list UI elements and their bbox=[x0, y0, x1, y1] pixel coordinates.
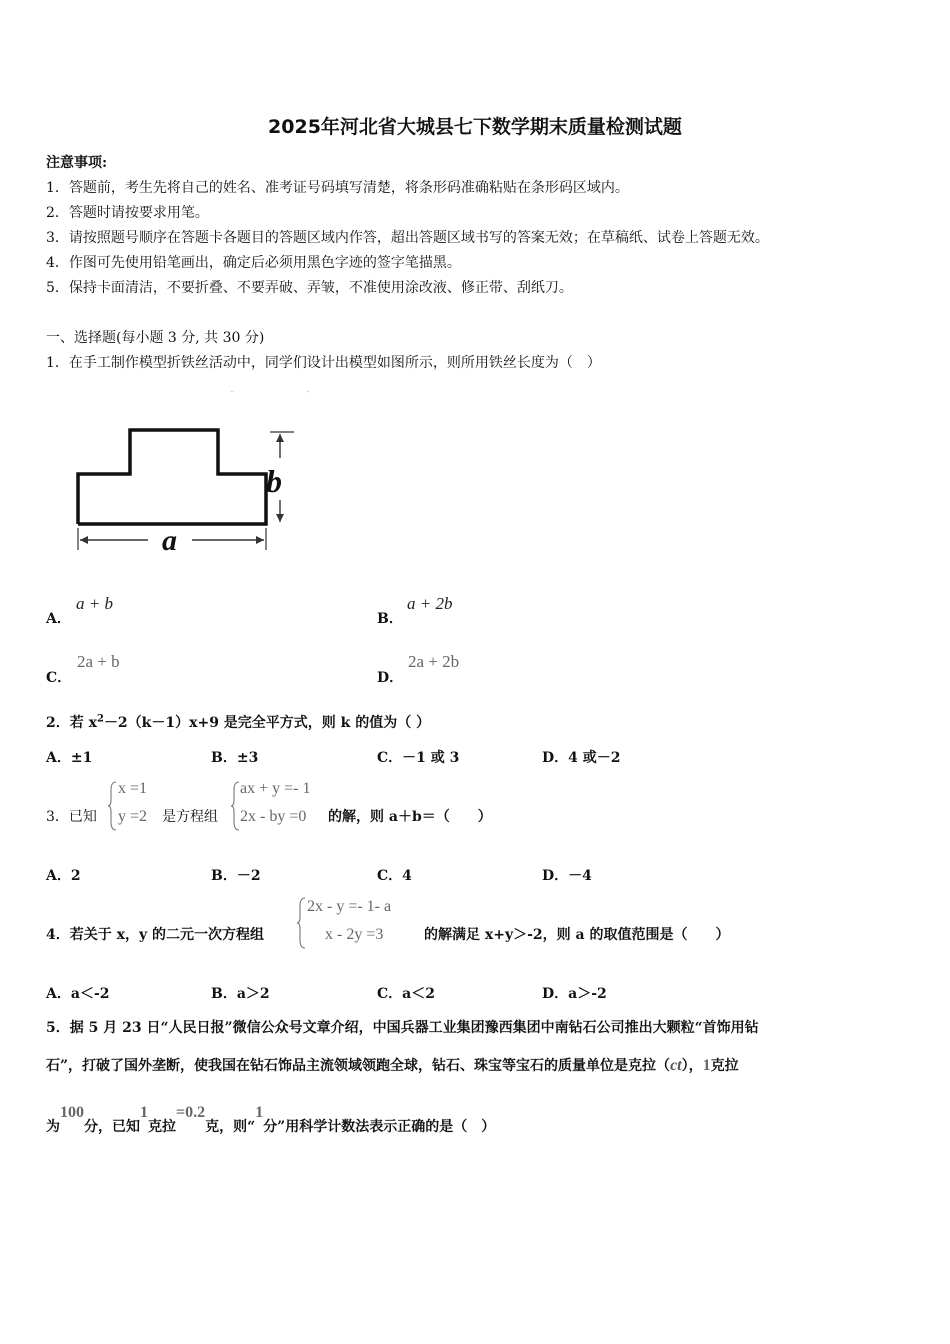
q5-line-3-100: 100 bbox=[60, 1104, 84, 1121]
notice-item-3: 3．请按照题号顺序在答题卡各题目的答题区域内作答，超出答题区域书写的答案无效；在草稿纸、试卷上答题无效。 bbox=[46, 230, 769, 246]
section-heading: 一、选择题(每小题 3 分, 共 30 分) bbox=[46, 330, 265, 346]
q3-solution-brace bbox=[108, 780, 118, 832]
q3-mid: 是方程组 bbox=[162, 809, 218, 825]
q2-stem-prefix: 2．若 x bbox=[46, 715, 97, 731]
q1-stem: 1．在手工制作模型折铁丝活动中，同学们设计出模型如图所示，则所用铁丝长度为（ ） bbox=[46, 355, 601, 371]
q5-line-2-b: ）， bbox=[681, 1058, 703, 1074]
q3-option-b: B．－2 bbox=[211, 868, 261, 884]
q4-system-line-2: x - 2y =3 bbox=[325, 926, 384, 943]
notice-item-2: 2．答题时请按要求用笔。 bbox=[46, 205, 209, 221]
q5-line-2 bbox=[46, 1055, 739, 1075]
q1-option-c-letter: C． bbox=[46, 670, 72, 686]
q2-stem bbox=[46, 712, 430, 732]
q2-option-d: D．4 或－2 bbox=[542, 750, 621, 766]
notice-item-4: 4．作图可先使用铅笔画出，确定后必须用黑色字迹的签字笔描黑。 bbox=[46, 255, 461, 271]
q1-figure bbox=[68, 388, 318, 558]
q3-option-d: D．－4 bbox=[542, 868, 592, 884]
q4-system-brace bbox=[297, 896, 307, 950]
q1-option-c-text: 2a + b bbox=[77, 652, 120, 671]
q1-label-b: b bbox=[266, 463, 282, 499]
q2-option-b: B．±3 bbox=[211, 750, 259, 766]
q4-tail: 的解满足 x+y＞-2，则 a 的取值范围是（ ） bbox=[424, 927, 730, 943]
q1-dim-a-arrow-left bbox=[80, 536, 88, 544]
q1-option-b-text: a + 2b bbox=[407, 594, 453, 613]
q1-option-b-letter: B． bbox=[377, 611, 403, 627]
q5-line-3-d: 克，则“ bbox=[205, 1119, 256, 1135]
q5-line-2-one: 1 bbox=[702, 1057, 711, 1074]
notice-item-5: 5．保持卡面清洁，不要折叠、不要弄破、弄皱，不准使用涂改液、修正带、刮纸刀。 bbox=[46, 280, 573, 296]
q1-figure-mark-2: ˉ bbox=[306, 391, 310, 400]
q1-option-a-text: a + b bbox=[76, 594, 113, 613]
q4-option-a: A．a＜-2 bbox=[46, 986, 110, 1002]
q4-option-d: D．a＞-2 bbox=[542, 986, 607, 1002]
q1-option-d-text: 2a + 2b bbox=[408, 652, 460, 671]
q4-num: 4．若关于 x，y 的二元一次方程组 bbox=[46, 927, 264, 943]
q4-system-line-1: 2x - y =- 1- a bbox=[307, 898, 392, 915]
q5-line-3-c: 克拉 bbox=[148, 1119, 176, 1135]
q3-option-a: A．2 bbox=[46, 868, 81, 884]
q3-solution-line-2: y =2 bbox=[118, 808, 148, 825]
q3-num: 3．已知 bbox=[46, 809, 97, 825]
notice-item-1: 1．答题前，考生先将自己的姓名、准考证号码填写清楚，将条形码准确粘贴在条形码区域内。 bbox=[46, 180, 629, 196]
q5-line-3-b: 分，已知 bbox=[84, 1119, 140, 1135]
q5-line-2-c: 克拉 bbox=[710, 1058, 739, 1074]
q1-dim-b-arrow-top bbox=[276, 434, 284, 442]
q2-stem-suffix: －2（k－1）x+9 是完全平方式，则 k 的值为（ ） bbox=[103, 715, 431, 731]
q3-system-line-2: 2x - by =0 bbox=[240, 808, 307, 825]
q2-option-c: C．－1 或 3 bbox=[377, 750, 460, 766]
q3-solution-line-1: x =1 bbox=[118, 780, 148, 797]
q1-label-a: a bbox=[162, 524, 177, 557]
q1-option-d-letter: D． bbox=[377, 670, 404, 686]
q1-figure-mark: ˉ bbox=[230, 391, 234, 400]
q5-line-1: 5．据 5 月 23 日“人民日报”微信公众号文章介绍，中国兵器工业集团豫西集团中南钻石公司推出大颗粒“首饰用钻 bbox=[46, 1020, 759, 1036]
q5-ct-unit: ct bbox=[670, 1057, 682, 1074]
q2-option-a: A．±1 bbox=[46, 750, 93, 766]
q1-wire-shape bbox=[78, 430, 266, 524]
q2-stem-sup: 2 bbox=[96, 713, 104, 725]
q5-line-2-a: 石”，打破了国外垄断，使我国在钻石饰品主流领域领跑全球，钻石、珠宝等宝石的质量单位是克拉（ bbox=[46, 1058, 671, 1074]
q1-dim-b-arrow-bottom bbox=[276, 514, 284, 522]
q5-line-3-a: 为 bbox=[46, 1119, 60, 1135]
q4-option-b: B．a＞2 bbox=[211, 986, 270, 1002]
q5-line-3-one: 1 bbox=[140, 1104, 148, 1121]
q5-line-3-e: 分”用科学计数法表示正确的是（ ） bbox=[263, 1119, 496, 1135]
q5-line-3-eq: =0.2 bbox=[176, 1104, 206, 1121]
notice-heading: 注意事项: bbox=[46, 155, 108, 171]
q5-line-3 bbox=[46, 1104, 496, 1136]
q1-option-a-letter: A． bbox=[46, 611, 71, 627]
q1-dim-a-arrow-right bbox=[256, 536, 264, 544]
q3-system-line-1: ax + y =- 1 bbox=[240, 780, 311, 797]
page-title: 2025年河北省大城县七下数学期末质量检测试题 bbox=[268, 116, 682, 138]
q3-tail: 的解，则 a＋b＝（ ） bbox=[328, 809, 492, 825]
q3-option-c: C．4 bbox=[377, 868, 412, 884]
q5-line-3-one2: 1 bbox=[255, 1104, 264, 1121]
q4-option-c: C．a＜2 bbox=[377, 986, 435, 1002]
